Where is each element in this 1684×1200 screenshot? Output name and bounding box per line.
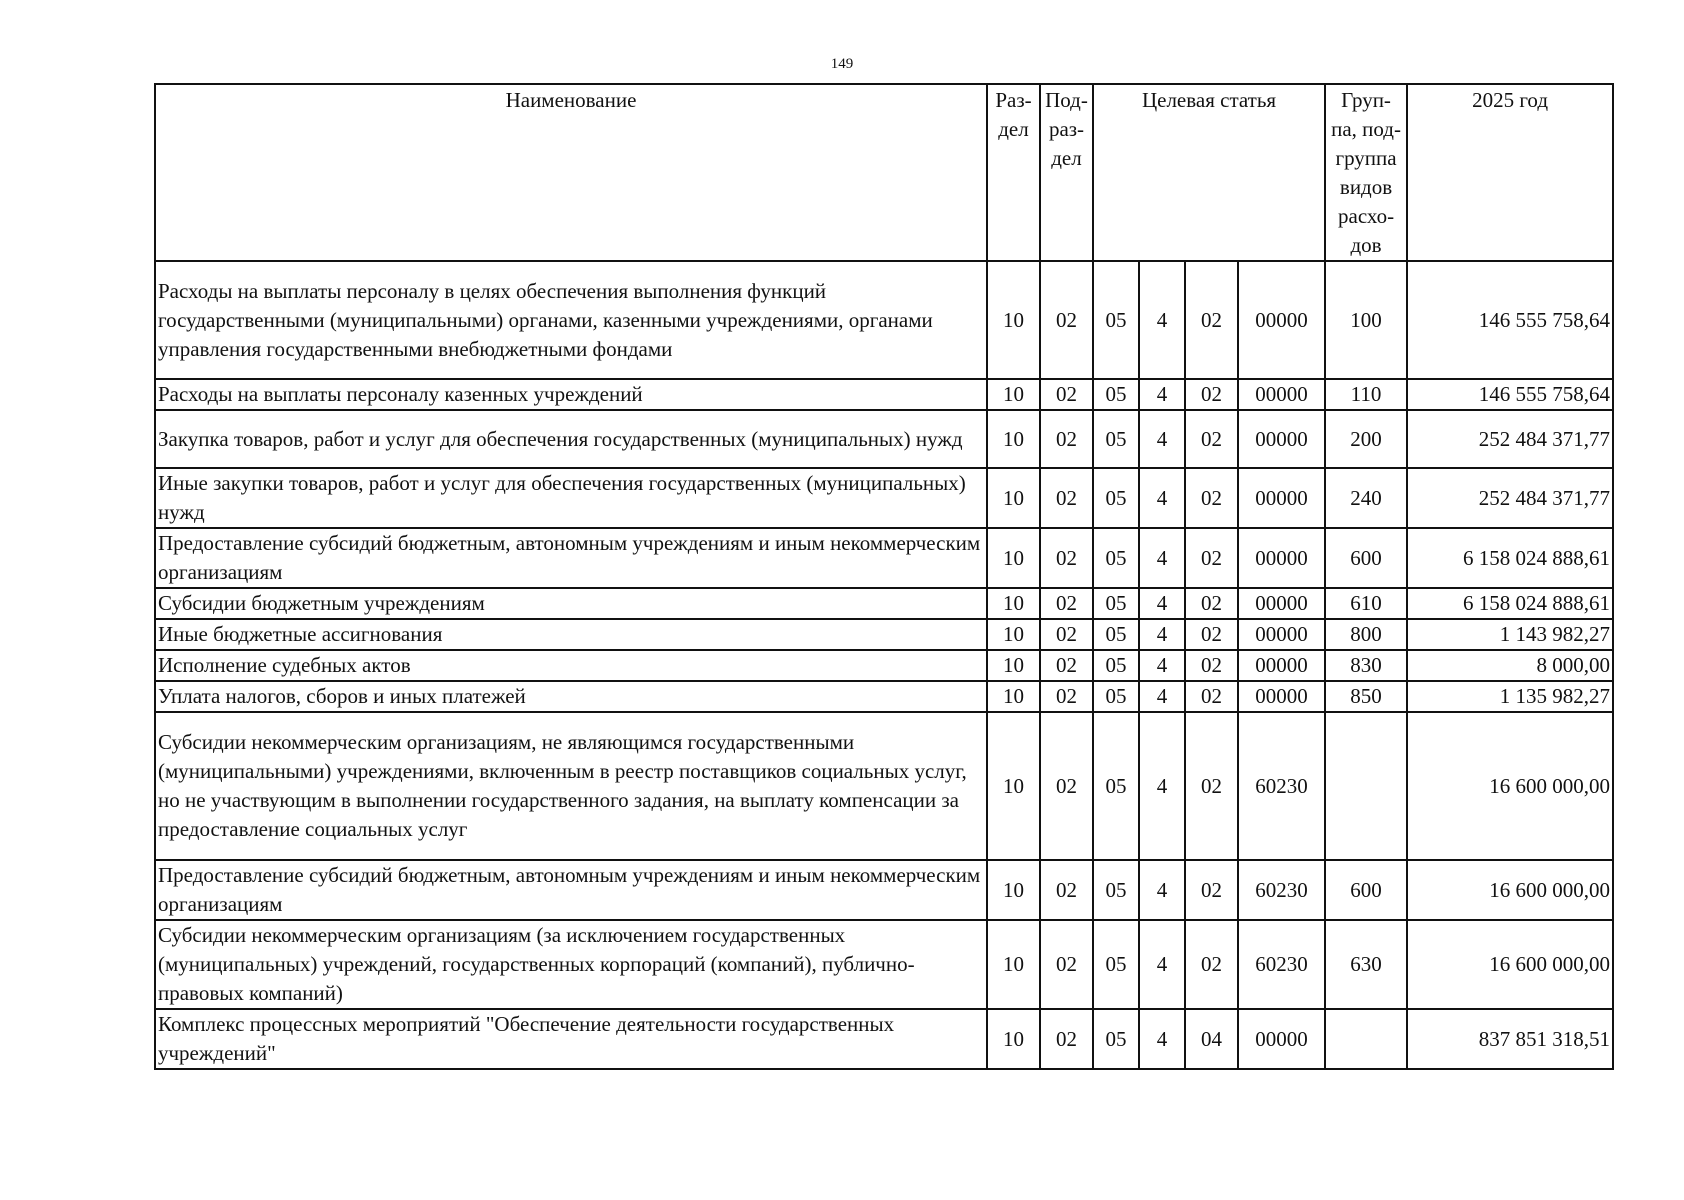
row-target-program: 05	[1093, 261, 1139, 379]
row-target-direction: 00000	[1238, 261, 1325, 379]
row-group: 800	[1325, 619, 1407, 650]
row-section: 10	[987, 650, 1040, 681]
row-subsection: 02	[1040, 1009, 1093, 1069]
row-amount: 6 158 024 888,61	[1407, 588, 1613, 619]
row-target-program: 05	[1093, 588, 1139, 619]
row-group	[1325, 712, 1407, 860]
row-group: 850	[1325, 681, 1407, 712]
row-target-type: 4	[1139, 1009, 1185, 1069]
row-target-structural: 02	[1185, 650, 1238, 681]
row-name: Иные бюджетные ассигнования	[155, 619, 987, 650]
header-subsection: Под- раз- дел	[1040, 84, 1093, 261]
row-target-type: 4	[1139, 410, 1185, 468]
row-subsection: 02	[1040, 588, 1093, 619]
row-subsection: 02	[1040, 619, 1093, 650]
row-target-structural: 02	[1185, 588, 1238, 619]
row-target-program: 05	[1093, 712, 1139, 860]
header-name: Наименование	[155, 84, 987, 261]
row-target-type: 4	[1139, 619, 1185, 650]
row-section: 10	[987, 588, 1040, 619]
row-amount: 1 135 982,27	[1407, 681, 1613, 712]
row-name: Исполнение судебных актов	[155, 650, 987, 681]
row-target-type: 4	[1139, 588, 1185, 619]
row-section: 10	[987, 681, 1040, 712]
row-name: Субсидии некоммерческим организациям (за исключением государственных (муниципальных) учреждений, государственных корпораций (компаний), публично-правовых компаний)	[155, 920, 987, 1009]
row-target-structural: 02	[1185, 712, 1238, 860]
row-target-direction: 00000	[1238, 468, 1325, 528]
row-target-type: 4	[1139, 920, 1185, 1009]
row-target-program: 05	[1093, 468, 1139, 528]
table-row	[155, 588, 1613, 619]
row-target-structural: 02	[1185, 261, 1238, 379]
row-amount: 252 484 371,77	[1407, 410, 1613, 468]
row-target-structural: 02	[1185, 860, 1238, 920]
row-section: 10	[987, 712, 1040, 860]
row-group	[1325, 1009, 1407, 1069]
row-name: Комплекс процессных мероприятий "Обеспечение деятельности государственных учреждений"	[155, 1009, 987, 1069]
header-section: Раз- дел	[987, 84, 1040, 261]
row-target-direction: 00000	[1238, 619, 1325, 650]
row-group: 600	[1325, 860, 1407, 920]
row-target-type: 4	[1139, 379, 1185, 410]
table-row	[155, 681, 1613, 712]
row-amount: 146 555 758,64	[1407, 261, 1613, 379]
header-group: Груп- па, под- группа видов расхо- дов	[1325, 84, 1407, 261]
row-target-type: 4	[1139, 468, 1185, 528]
row-target-structural: 02	[1185, 410, 1238, 468]
row-target-type: 4	[1139, 712, 1185, 860]
row-amount: 252 484 371,77	[1407, 468, 1613, 528]
header-year: 2025 год	[1407, 84, 1613, 261]
row-section: 10	[987, 379, 1040, 410]
row-group: 830	[1325, 650, 1407, 681]
row-target-direction: 00000	[1238, 588, 1325, 619]
row-target-type: 4	[1139, 860, 1185, 920]
row-subsection: 02	[1040, 261, 1093, 379]
row-amount: 8 000,00	[1407, 650, 1613, 681]
row-section: 10	[987, 860, 1040, 920]
row-target-program: 05	[1093, 681, 1139, 712]
row-target-direction: 00000	[1238, 681, 1325, 712]
row-target-direction: 00000	[1238, 379, 1325, 410]
row-group: 610	[1325, 588, 1407, 619]
row-group: 630	[1325, 920, 1407, 1009]
row-target-structural: 02	[1185, 379, 1238, 410]
row-amount: 16 600 000,00	[1407, 860, 1613, 920]
row-name: Предоставление субсидий бюджетным, автономным учреждениям и иным некоммерческим организациям	[155, 528, 987, 588]
row-target-direction: 60230	[1238, 712, 1325, 860]
table-row	[155, 1009, 1613, 1069]
row-section: 10	[987, 1009, 1040, 1069]
row-target-program: 05	[1093, 920, 1139, 1009]
table-row	[155, 619, 1613, 650]
row-name: Расходы на выплаты персоналу в целях обеспечения выполнения функций государственными (муниципальными) органами, казенными учреждениями, органами управления государственными внебюджетными фондами	[155, 261, 987, 379]
row-subsection: 02	[1040, 712, 1093, 860]
row-amount: 146 555 758,64	[1407, 379, 1613, 410]
row-name: Субсидии бюджетным учреждениям	[155, 588, 987, 619]
row-name: Расходы на выплаты персоналу казенных учреждений	[155, 379, 987, 410]
row-target-program: 05	[1093, 619, 1139, 650]
row-target-structural: 02	[1185, 920, 1238, 1009]
row-target-type: 4	[1139, 681, 1185, 712]
row-name: Субсидии некоммерческим организациям, не являющимся государственными (муниципальными) учреждениями, включенным в реестр поставщиков социальных услуг, но не участвующим в выполнении государственного задания, на выплату компенсации за предоставление социальных услуг	[155, 712, 987, 860]
row-subsection: 02	[1040, 650, 1093, 681]
row-target-program: 05	[1093, 528, 1139, 588]
row-target-direction: 60230	[1238, 920, 1325, 1009]
row-target-structural: 02	[1185, 619, 1238, 650]
row-group: 100	[1325, 261, 1407, 379]
row-section: 10	[987, 619, 1040, 650]
table-row	[155, 410, 1613, 468]
row-amount: 16 600 000,00	[1407, 920, 1613, 1009]
row-target-direction: 00000	[1238, 410, 1325, 468]
row-amount: 16 600 000,00	[1407, 712, 1613, 860]
row-target-type: 4	[1139, 528, 1185, 588]
row-subsection: 02	[1040, 379, 1093, 410]
row-target-program: 05	[1093, 379, 1139, 410]
row-target-structural: 04	[1185, 1009, 1238, 1069]
row-target-program: 05	[1093, 1009, 1139, 1069]
row-amount: 6 158 024 888,61	[1407, 528, 1613, 588]
row-target-type: 4	[1139, 261, 1185, 379]
page-number: 149	[830, 56, 854, 72]
table-row	[155, 920, 1613, 1009]
row-name: Предоставление субсидий бюджетным, автономным учреждениям и иным некоммерческим организациям	[155, 860, 987, 920]
row-amount: 837 851 318,51	[1407, 1009, 1613, 1069]
row-name: Закупка товаров, работ и услуг для обеспечения государственных (муниципальных) нужд	[155, 410, 987, 468]
row-subsection: 02	[1040, 920, 1093, 1009]
row-target-program: 05	[1093, 410, 1139, 468]
row-target-direction: 00000	[1238, 650, 1325, 681]
table-row	[155, 712, 1613, 860]
row-section: 10	[987, 920, 1040, 1009]
budget-table	[154, 83, 1614, 1070]
row-section: 10	[987, 468, 1040, 528]
table-row	[155, 379, 1613, 410]
row-subsection: 02	[1040, 528, 1093, 588]
row-target-program: 05	[1093, 650, 1139, 681]
row-subsection: 02	[1040, 860, 1093, 920]
row-subsection: 02	[1040, 681, 1093, 712]
row-target-type: 4	[1139, 650, 1185, 681]
row-group: 600	[1325, 528, 1407, 588]
table-row	[155, 650, 1613, 681]
row-group: 110	[1325, 379, 1407, 410]
row-target-direction: 60230	[1238, 860, 1325, 920]
row-section: 10	[987, 410, 1040, 468]
row-target-direction: 00000	[1238, 1009, 1325, 1069]
row-target-structural: 02	[1185, 468, 1238, 528]
row-subsection: 02	[1040, 468, 1093, 528]
table-row	[155, 528, 1613, 588]
row-section: 10	[987, 528, 1040, 588]
row-name: Иные закупки товаров, работ и услуг для обеспечения государственных (муниципальных) нужд	[155, 468, 987, 528]
table-row	[155, 468, 1613, 528]
header-target: Целевая статья	[1093, 84, 1325, 261]
row-group: 240	[1325, 468, 1407, 528]
row-subsection: 02	[1040, 410, 1093, 468]
header-row	[155, 84, 1613, 261]
row-name: Уплата налогов, сборов и иных платежей	[155, 681, 987, 712]
table-row	[155, 860, 1613, 920]
row-target-program: 05	[1093, 860, 1139, 920]
row-section: 10	[987, 261, 1040, 379]
row-amount: 1 143 982,27	[1407, 619, 1613, 650]
row-target-structural: 02	[1185, 681, 1238, 712]
row-group: 200	[1325, 410, 1407, 468]
row-target-structural: 02	[1185, 528, 1238, 588]
table-row	[155, 261, 1613, 379]
row-target-direction: 00000	[1238, 528, 1325, 588]
